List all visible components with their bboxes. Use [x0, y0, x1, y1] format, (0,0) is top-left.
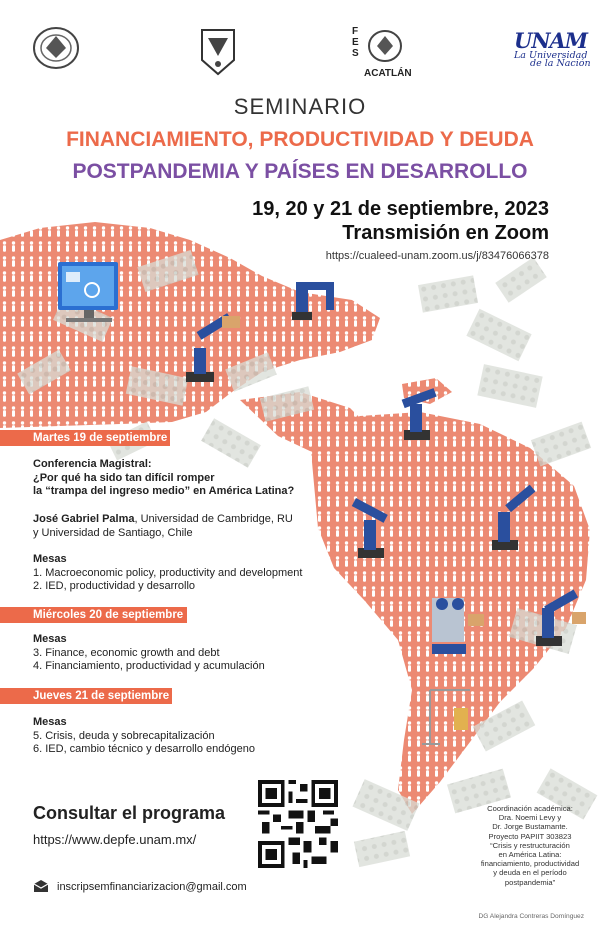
keynote-label: Conferencia Magistral:	[33, 458, 152, 470]
keynote-title-2: la “trampa del ingreso medio” en América Latina?	[33, 485, 295, 497]
qr-code[interactable]	[258, 780, 338, 868]
envelope-icon	[33, 879, 49, 893]
day-1-bar: Martes 19 de septiembre	[0, 430, 170, 446]
panel-item: 3. Finance, economic growth and debt	[33, 646, 220, 659]
title-line-2: POSTPANDEMIA Y PAÍSES EN DESARROLLO	[72, 160, 528, 183]
day-3-panels	[33, 716, 255, 757]
coordination-line: financiamiento, productividad	[480, 859, 580, 869]
coordination-line: “Crisis y restructuración	[490, 840, 570, 850]
coordination-line: Proyecto PAPIIT 303823	[488, 831, 572, 841]
panel-item: 2. IED, productividad y desarrollo	[33, 580, 196, 592]
program-link[interactable]: https://www.depfe.unam.mx/	[33, 832, 197, 847]
title-line-1: FINANCIAMIENTO, PRODUCTIVIDAD Y DEUDA	[66, 128, 534, 151]
coordination-line: en América Latina:	[498, 850, 562, 860]
speaker-affiliation-1: , Universidad de Cambridge, RU	[134, 513, 293, 525]
speaker-name: José Gabriel Palma	[33, 513, 135, 525]
event-dates: 19, 20 y 21 de septiembre, 2023	[252, 198, 549, 220]
design-credit: DG Alejandra Contreras Domínguez	[478, 913, 584, 920]
coordination-line: Coordinación académica:	[487, 804, 573, 813]
coordination-line: postpandemia”	[504, 877, 556, 887]
panel-item: 5. Crisis, deuda y sobrecapitalización	[33, 729, 215, 742]
fes-seal-icon	[366, 28, 404, 64]
day-1-panels	[33, 553, 302, 594]
keynote-block	[33, 458, 294, 499]
speaker-block	[33, 513, 293, 540]
panels-label: Mesas	[33, 716, 67, 728]
day-2-bar: Miércoles 20 de septiembre	[0, 607, 187, 623]
unam-nacion-logo	[514, 28, 591, 69]
panel-item: 6. IED, cambio técnico y desarrollo endógeno	[33, 743, 255, 755]
day-3-bar: Jueves 21 de septiembre	[0, 688, 172, 704]
speaker-affiliation-2: y Universidad de Santiago, Chile	[33, 526, 193, 539]
unam-word: UNAM	[514, 28, 588, 53]
fes-vertical-text: FES	[352, 26, 359, 59]
seminar-label: SEMINARIO	[233, 94, 367, 119]
unam-tagline-2: de la Nación	[530, 58, 591, 69]
fes-name: ACATLÁN	[364, 68, 412, 79]
unam-seal-logo	[30, 24, 82, 74]
zoom-link[interactable]: https://cualeed-unam.zoom.us/j/83476066378	[325, 250, 549, 262]
consult-program-label: Consultar el programa	[33, 803, 226, 823]
coordination-line: y deuda en el período	[493, 868, 567, 878]
panels-label: Mesas	[33, 633, 67, 645]
registration-email[interactable]: inscripsemfinanciarizacion@gmail.com	[57, 881, 247, 893]
keynote-title-1: ¿Por qué ha sido tan difícil romper	[33, 471, 215, 484]
coordination-line: Dra. Noemi Levy y	[498, 813, 562, 823]
panels-label: Mesas	[33, 553, 67, 565]
panel-item: 1. Macroeconomic policy, productivity and development	[33, 566, 303, 579]
panel-item: 4. Financiamiento, productividad y acumulación	[33, 660, 265, 672]
coordination-block	[462, 804, 598, 887]
fes-acatlan-logo	[352, 26, 412, 86]
event-mode: Transmisión en Zoom	[342, 222, 549, 244]
lab-flask	[454, 708, 468, 730]
unam-tagline-1: La Universidad	[514, 50, 588, 61]
economics-faculty-crest-logo	[196, 26, 240, 78]
day-2-panels	[33, 633, 265, 674]
coordination-line: Dr. Jorge Bustamante.	[492, 822, 568, 832]
